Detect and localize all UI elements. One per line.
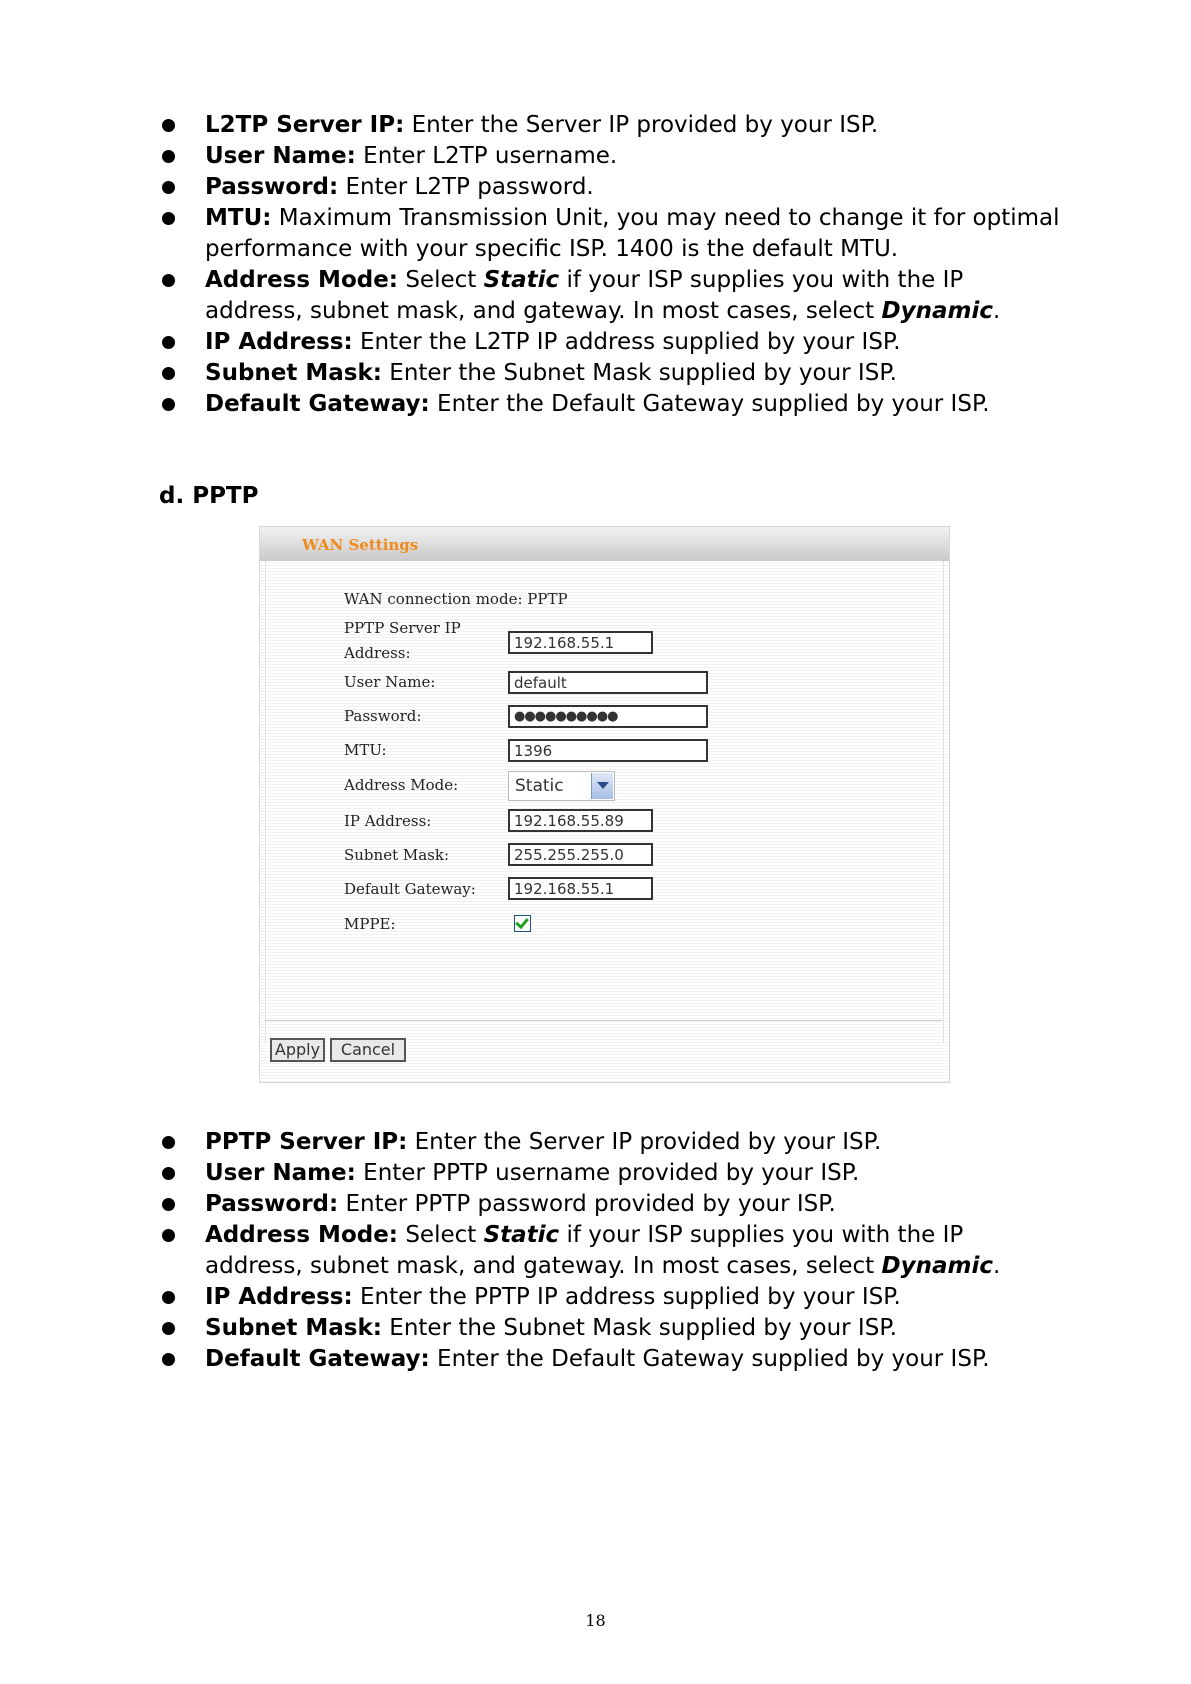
chevron-down-icon[interactable] bbox=[591, 773, 613, 799]
bullet-mtu: MTU: Maximum Transmission Unit, you may need to change it for optimal performance with your specific ISP. 1400 is the default MTU. bbox=[160, 203, 1060, 265]
bullet-address-mode: Address Mode: Select Static if your ISP supplies you with the IP address, subnet mask, and gateway. In most cases, select Dynamic. bbox=[160, 1220, 1060, 1282]
subnet-mask-input[interactable]: 255.255.255.0 bbox=[508, 843, 653, 866]
address-mode-value: Static bbox=[515, 776, 564, 796]
bullet-password: Password: Enter PPTP password provided by your ISP. bbox=[160, 1189, 1060, 1220]
bullet-dot bbox=[162, 181, 175, 194]
bullet-dot bbox=[162, 1229, 175, 1242]
default-gateway-label: Default Gateway: bbox=[344, 880, 476, 898]
bullet-dot bbox=[162, 1167, 175, 1180]
bullet-ip-address: IP Address: Enter the L2TP IP address supplied by your ISP. bbox=[160, 327, 1060, 358]
address-mode-label: Address Mode: bbox=[344, 776, 459, 794]
bullet-ip-address: IP Address: Enter the PPTP IP address supplied by your ISP. bbox=[160, 1282, 1060, 1313]
pptp-field-descriptions bbox=[160, 1127, 1060, 1375]
wan-settings-form bbox=[265, 561, 944, 1043]
bullet-dot bbox=[162, 274, 175, 287]
panel-divider bbox=[265, 1020, 942, 1021]
bullet-dot bbox=[162, 1322, 175, 1335]
password-label: Password: bbox=[344, 707, 422, 725]
l2tp-field-descriptions bbox=[160, 110, 1060, 420]
bullet-default-gateway: Default Gateway: Enter the Default Gateway supplied by your ISP. bbox=[160, 1344, 1060, 1375]
user-name-input[interactable]: default bbox=[508, 671, 708, 694]
bullet-dot bbox=[162, 1136, 175, 1149]
bullet-user-name: User Name: Enter PPTP username provided by your ISP. bbox=[160, 1158, 1060, 1189]
default-gateway-input[interactable]: 192.168.55.1 bbox=[508, 877, 653, 900]
bullet-dot bbox=[162, 119, 175, 132]
mppe-checkbox[interactable] bbox=[514, 915, 531, 932]
bullet-dot bbox=[162, 336, 175, 349]
ip-address-label: IP Address: bbox=[344, 812, 432, 830]
bullet-subnet-mask: Subnet Mask: Enter the Subnet Mask supplied by your ISP. bbox=[160, 358, 1060, 389]
server-ip-label-line2: Address: bbox=[344, 644, 411, 662]
connection-mode-label: WAN connection mode: PPTP bbox=[344, 590, 568, 608]
ip-address-input[interactable]: 192.168.55.89 bbox=[508, 809, 653, 832]
checkmark-icon bbox=[515, 915, 529, 929]
user-name-label: User Name: bbox=[344, 673, 436, 691]
server-ip-input[interactable]: 192.168.55.1 bbox=[508, 631, 653, 654]
bullet-default-gateway: Default Gateway: Enter the Default Gateway supplied by your ISP. bbox=[160, 389, 1060, 420]
bullet-pptp-server-ip: PPTP Server IP: Enter the Server IP provided by your ISP. bbox=[160, 1127, 1060, 1158]
page-number: 18 bbox=[585, 1611, 606, 1630]
subnet-mask-label: Subnet Mask: bbox=[344, 846, 450, 864]
address-mode-select[interactable] bbox=[508, 771, 615, 801]
bullet-password: Password: Enter L2TP password. bbox=[160, 172, 1060, 203]
bullet-dot bbox=[162, 367, 175, 380]
mppe-label: MPPE: bbox=[344, 915, 396, 933]
mtu-label: MTU: bbox=[344, 741, 387, 759]
server-ip-label-line1: PPTP Server IP bbox=[344, 619, 461, 637]
bullet-dot bbox=[162, 1198, 175, 1211]
bullet-subnet-mask: Subnet Mask: Enter the Subnet Mask supplied by your ISP. bbox=[160, 1313, 1060, 1344]
password-input[interactable]: ●●●●●●●●●● bbox=[508, 705, 708, 728]
wan-settings-header bbox=[260, 527, 949, 561]
apply-button[interactable]: Apply bbox=[270, 1038, 325, 1062]
bullet-user-name: User Name: Enter L2TP username. bbox=[160, 141, 1060, 172]
bullet-dot bbox=[162, 212, 175, 225]
cancel-button[interactable]: Cancel bbox=[330, 1038, 406, 1062]
bullet-address-mode: Address Mode: Select Static if your ISP supplies you with the IP address, subnet mask, and gateway. In most cases, select Dynamic. bbox=[160, 265, 1060, 327]
bullet-dot bbox=[162, 1291, 175, 1304]
bullet-dot bbox=[162, 1353, 175, 1366]
bullet-l2tp-server-ip: L2TP Server IP: Enter the Server IP provided by your ISP. bbox=[160, 110, 1060, 141]
section-heading-pptp: d. PPTP bbox=[159, 483, 259, 509]
wan-settings-title: WAN Settings bbox=[302, 536, 419, 554]
bullet-dot bbox=[162, 150, 175, 163]
bullet-dot bbox=[162, 398, 175, 411]
mtu-input[interactable]: 1396 bbox=[508, 739, 708, 762]
wan-settings-panel bbox=[259, 526, 950, 1083]
